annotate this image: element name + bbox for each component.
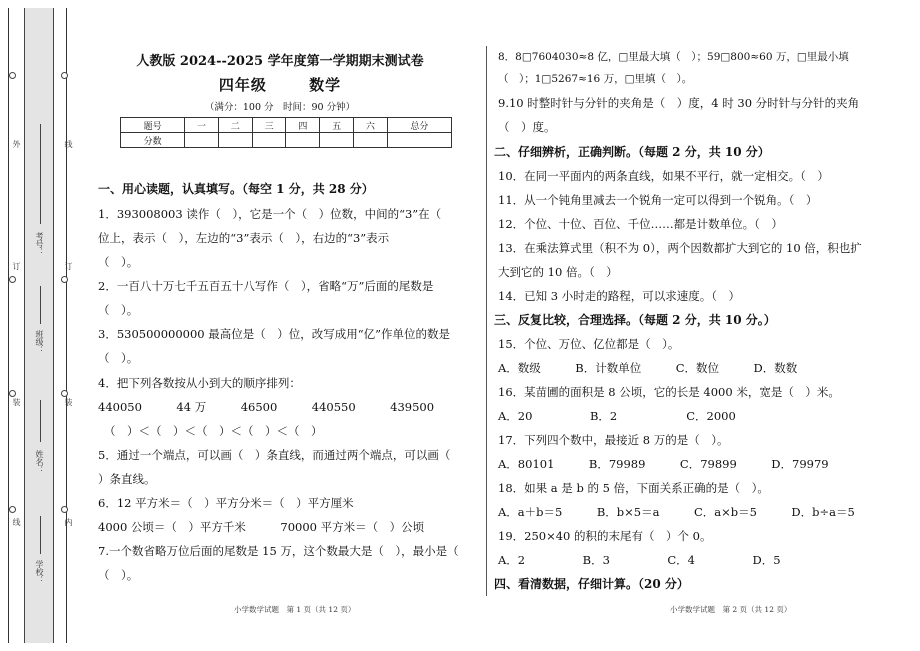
exam-meta: （满分：100 分 时间：90 分钟） <box>204 102 356 113</box>
question-line: 大到它的 10 倍。（ ） <box>498 265 618 279</box>
binding-label: 线 <box>12 518 21 526</box>
binding-label: 外 <box>12 140 21 148</box>
hole-circle <box>9 390 16 397</box>
binding-margin <box>0 0 80 651</box>
score-cell <box>252 133 286 148</box>
choice-line: A．a＋b＝5 B．b×5＝a C．a×b＝5 D．b÷a＝5 <box>498 505 855 519</box>
binding-label: 订 <box>12 262 21 270</box>
question-line: 4．把下列各数按从小到大的顺序排列： <box>98 376 301 390</box>
score-table <box>120 117 452 148</box>
score-cell: 题号 <box>121 118 185 133</box>
question-line: 9.10 时整时针与分针的夹角是（ ）度，4 时 30 分时针与分针的夹角 <box>498 96 860 110</box>
hole-circle <box>61 390 68 397</box>
score-cell: 二 <box>218 118 252 133</box>
subject-label: 数学 <box>309 76 342 94</box>
exam-title: 人教版 2024--2025 学年度第一学期期末测试卷 <box>136 54 424 69</box>
question-line: 11．从一个钝角里减去一个锐角一定可以得到一个锐角。（ ） <box>498 193 818 207</box>
student-number-line <box>40 124 41 224</box>
score-cell <box>286 133 320 148</box>
class-label: 班级： <box>35 330 44 354</box>
score-cell: 总分 <box>387 118 451 133</box>
school-label: 学校： <box>35 560 44 584</box>
question-line: 14．已知 3 小时走的路程，可以求速度。（ ） <box>498 289 741 303</box>
question-line: 1．393008003 读作（ ），它是一个（ ）位数，中间的“3”在（ <box>98 207 442 221</box>
hole-circle <box>9 276 16 283</box>
binding-outer-line <box>8 8 9 643</box>
choice-line: A．2 B．3 C．4 D．5 <box>498 553 781 567</box>
score-cell <box>354 133 388 148</box>
score-table-header-row <box>121 118 452 133</box>
binding-inner-line <box>66 8 67 643</box>
name-line <box>40 400 41 442</box>
score-table-score-row <box>121 133 452 148</box>
score-cell <box>185 133 219 148</box>
page-divider <box>486 46 487 596</box>
page-footer: 小学数学试题 第 2 页（共 12 页） <box>670 605 792 614</box>
question-line: （ ）度。 <box>498 120 556 134</box>
choice-line: A．数级 B．计数单位 C．数位 D．数数 <box>498 361 798 375</box>
score-cell <box>218 133 252 148</box>
score-cell: 五 <box>320 118 354 133</box>
question-line: 18．如果 a 是 b 的 5 倍，下面关系正确的是（ ）。 <box>498 481 769 495</box>
question-line: 8．8□7604030≈8 亿，□里最大填（ ）；59□800≈60 万，□里最小填 <box>498 51 849 63</box>
name-label: 姓名： <box>35 450 44 474</box>
question-line: 15．个位、万位、亿位都是（ ）。 <box>498 337 680 351</box>
score-cell: 分数 <box>121 133 185 148</box>
score-cell: 三 <box>252 118 286 133</box>
binding-label: 装 <box>64 398 73 406</box>
question-line: 7.一个数省略万位后面的尾数是 15 万，这个数最大是（ ），最小是（ <box>98 544 459 558</box>
question-line: （ ）；1□5267≈16 万，□里填（ ）。 <box>498 73 693 85</box>
question-line: 10．在同一平面内的两条直线，如果不平行，就一定相交。（ ） <box>498 169 829 183</box>
hole-circle <box>9 506 16 513</box>
question-line: 13．在乘法算式里（积不为 0），两个因数都扩大到它的 10 倍，积也扩 <box>498 241 862 255</box>
binding-label: 内 <box>64 518 73 526</box>
question-line: （ ）。 <box>98 303 139 317</box>
question-line: 17．下列四个数中，最接近 8 万的是（ ）。 <box>498 433 729 447</box>
choice-line: A．80101 B．79989 C．79899 D．79979 <box>498 457 829 471</box>
binding-label: 线 <box>64 140 73 148</box>
question-line: 5．通过一个端点，可以画（ ）条直线，而通过两个端点，可以画（ <box>98 448 451 462</box>
question-line: 12．个位、十位、百位、千位……都是计数单位。（ ） <box>498 217 783 231</box>
question-line: 6．12 平方米＝（ ）平方分米＝（ ）平方厘米 <box>98 496 354 510</box>
school-line <box>40 516 41 554</box>
exam-subtitle <box>94 74 466 95</box>
choice-line: A．20 B．2 C．2000 <box>498 409 736 423</box>
question-line: （ ）。 <box>98 351 139 365</box>
hole-circle <box>61 276 68 283</box>
score-cell: 一 <box>185 118 219 133</box>
score-cell <box>320 133 354 148</box>
question-line: （ ）。 <box>98 568 139 582</box>
grade-label: 四年级 <box>218 76 267 94</box>
question-line: （ ）。 <box>98 255 139 269</box>
hole-circle <box>61 506 68 513</box>
page-footer: 小学数学试题 第 1 页（共 12 页） <box>234 605 356 614</box>
question-line: 位上，表示（ ），左边的“3”表示（ ），右边的“3”表示 <box>98 231 390 245</box>
hole-circle <box>61 72 68 79</box>
hole-circle <box>9 72 16 79</box>
question-line: 440050 44 万 46500 440550 439500 <box>98 400 435 414</box>
score-cell: 六 <box>354 118 388 133</box>
question-line: 16．某苗圃的面积是 8 公顷，它的长是 4000 米，宽是（ ）米。 <box>498 385 840 399</box>
question-line: 3．530500000000 最高位是（ ）位，改写成用“亿”作单位的数是 <box>98 327 451 341</box>
binding-label: 装 <box>12 398 21 406</box>
class-line <box>40 286 41 324</box>
student-number-label: 考号： <box>35 232 44 256</box>
section-heading: 一、用心读题，认真填写。（每空 1 分，共 28 分） <box>98 182 374 196</box>
question-line: （ ）＜（ ）＜（ ）＜（ ）＜（ ） <box>104 424 323 438</box>
binding-label: 订 <box>64 262 73 270</box>
question-line: 2．一百八十万七千五百五十八写作（ ），省略“万”后面的尾数是 <box>98 279 434 293</box>
section-heading: 二、仔细辨析，正确判断。（每题 2 分，共 10 分） <box>494 145 770 159</box>
question-line: 19．250×40 的积的末尾有（ ）个 0。 <box>498 529 712 543</box>
binding-gray-band <box>24 8 54 643</box>
question-line: ）条直线。 <box>98 472 156 486</box>
section-heading: 三、反复比较，合理选择。（每题 2 分，共 10 分。） <box>494 313 776 327</box>
section-heading: 四、看清数据，仔细计算。（20 分） <box>494 577 689 591</box>
question-line: 4000 公顷＝（ ）平方千米 70000 平方米＝（ ）公顷 <box>98 520 425 534</box>
score-cell <box>387 133 451 148</box>
score-cell: 四 <box>286 118 320 133</box>
